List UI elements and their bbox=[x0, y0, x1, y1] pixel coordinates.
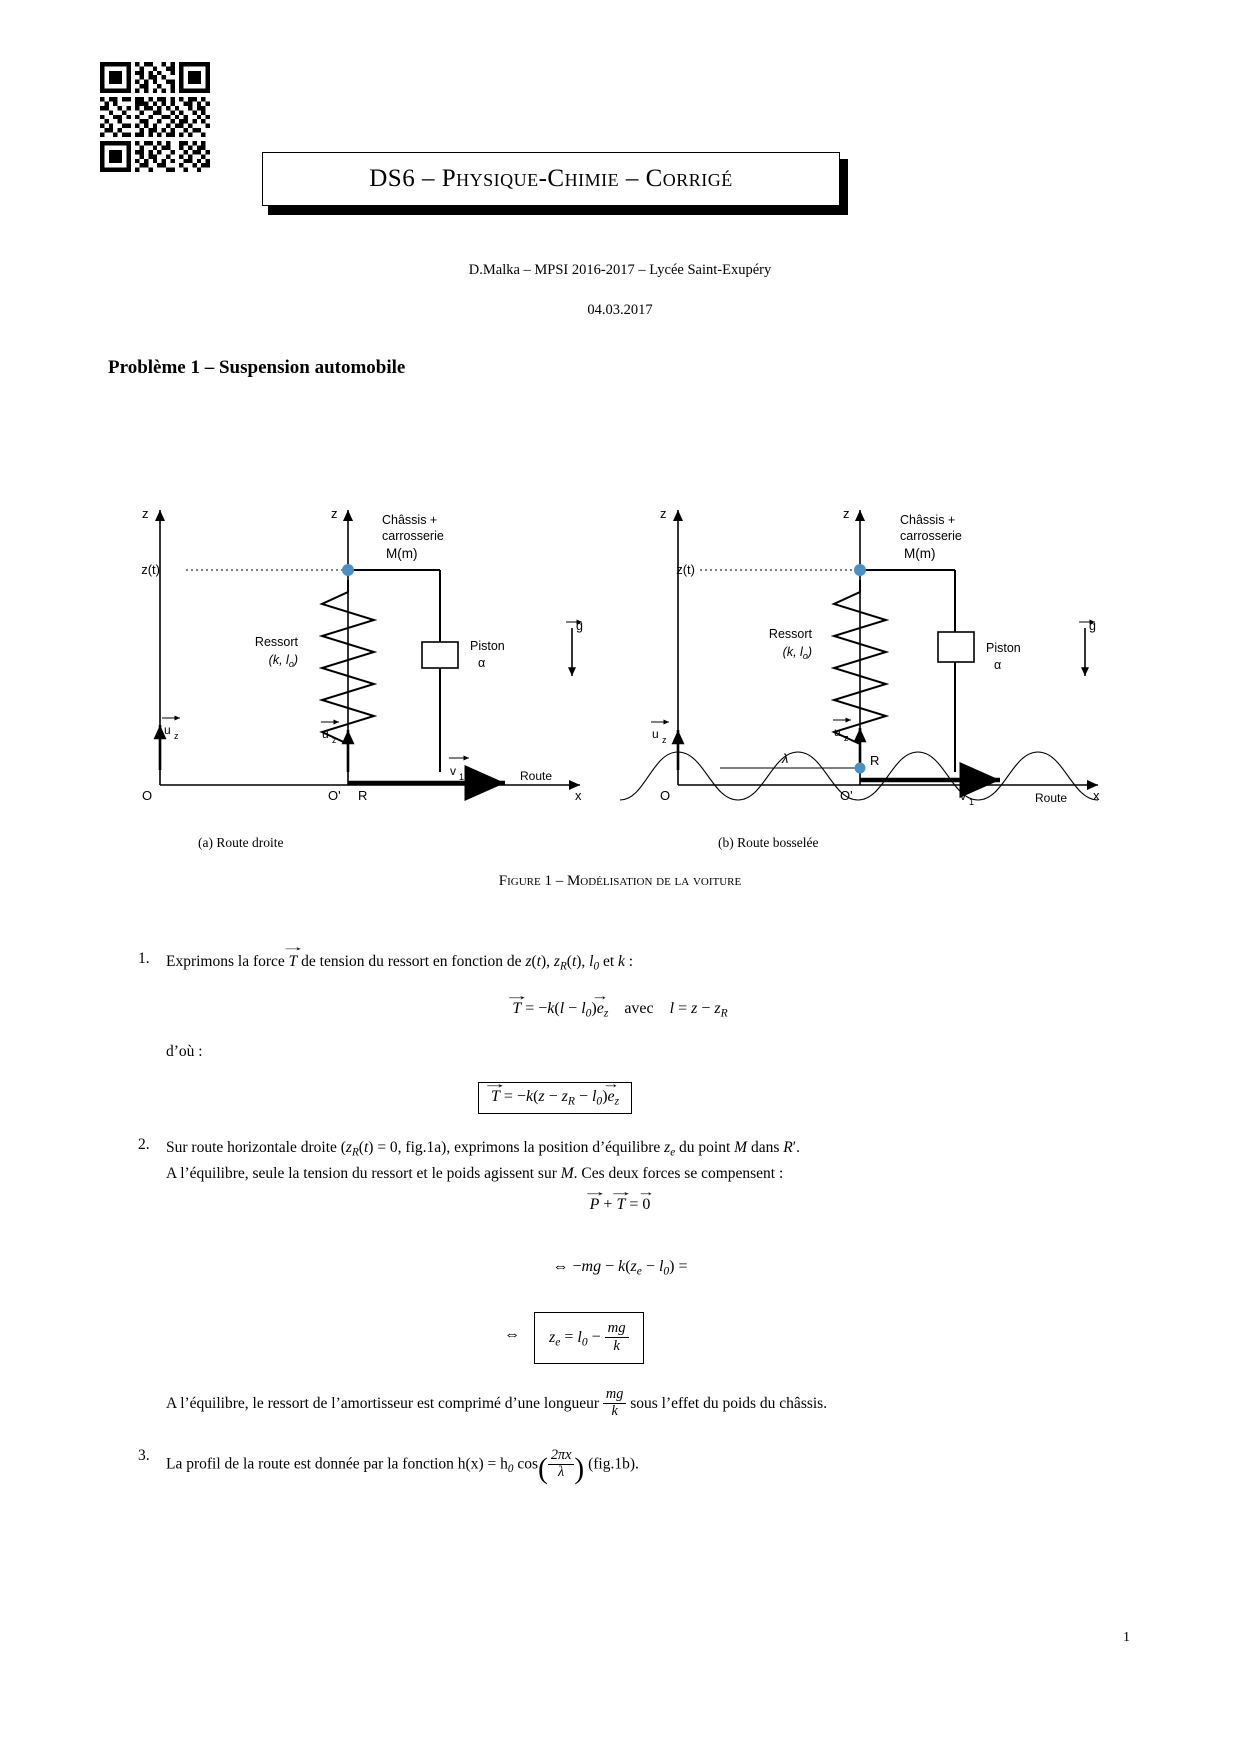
label-v1-sub-b: 1 bbox=[969, 797, 975, 807]
figure-title: Figure 1 – Modélisation de la voiture bbox=[498, 873, 742, 889]
label-R-a: R bbox=[358, 788, 368, 803]
label-piston-a: Piston bbox=[470, 639, 505, 653]
label-alpha-a: α bbox=[478, 656, 486, 670]
label-uz-sub-b2: z bbox=[844, 733, 849, 743]
label-uz-sub-b1: z bbox=[662, 735, 667, 745]
label-alpha-b: α bbox=[994, 658, 1002, 672]
piston-box-b bbox=[938, 632, 974, 662]
label-O-a: O bbox=[142, 788, 153, 803]
subfigure-a bbox=[141, 506, 583, 803]
label-g-a: g bbox=[576, 619, 583, 633]
title-box bbox=[262, 152, 840, 206]
item-3-frac-numerator: 2πx bbox=[548, 1448, 575, 1465]
label-R-b: R bbox=[870, 753, 880, 768]
label-v1-b: v bbox=[960, 789, 966, 803]
date-line: 04.03.2017 bbox=[587, 302, 653, 318]
label-uz-sub-a2: z bbox=[332, 735, 337, 745]
label-Oprime-b: O' bbox=[840, 788, 853, 803]
label-z-a: z bbox=[142, 506, 149, 521]
label-route-b: Route bbox=[1035, 791, 1068, 805]
label-ressort-a: Ressort bbox=[254, 635, 298, 649]
node-M-a bbox=[342, 564, 354, 576]
page-number: 1 bbox=[1123, 1630, 1130, 1645]
item-1-number: 1. bbox=[138, 950, 150, 967]
item-2-equation-1: → P + → T = → 0 bbox=[0, 1196, 1240, 1214]
label-piston-b: Piston bbox=[986, 641, 1021, 655]
label-Oprime-a: O' bbox=[328, 788, 341, 803]
closing-frac-denominator: k bbox=[611, 1403, 618, 1420]
label-g-b: g bbox=[1089, 619, 1096, 633]
label-uz-b2: u bbox=[834, 725, 841, 739]
item-2-text: Sur route horizontale droite ($z_R(t) = 0$, fig.1a), exprimons la position d’équilibre $z_e$ du point M dans R′. A l’équilibre, seule la tension du ressort et le poids agissent sur M. Ces deux forces se compensent : bbox=[166, 1139, 800, 1182]
item-2-closing-text-2: sous l’effet du poids du châssis. bbox=[630, 1395, 828, 1413]
item-2-equation-3-prefix: ⇔ bbox=[504, 1326, 520, 1343]
item-3-sub-1: 0 bbox=[507, 1463, 514, 1476]
label-uz-a1: u bbox=[164, 723, 171, 737]
label-uz-b1: u bbox=[652, 727, 659, 741]
item-1-dou: d’où : bbox=[166, 1043, 203, 1060]
label-zt-a: z(t) bbox=[141, 562, 160, 577]
section-heading: Problème 1 – Suspension automobile bbox=[108, 357, 406, 378]
label-O-b: O bbox=[660, 788, 671, 803]
subfigure-b bbox=[620, 506, 1100, 807]
label-lambda-b: λ bbox=[782, 751, 789, 766]
node-R-b bbox=[855, 763, 866, 774]
item-2-closing-text-1: A l’équilibre, le ressort de l’amortisseur est comprimé d’une longueur bbox=[166, 1395, 600, 1413]
label-mass-a: M(m) bbox=[386, 546, 418, 561]
closing-frac-numerator: mg bbox=[603, 1387, 626, 1404]
label-x-a: x bbox=[575, 788, 582, 803]
title-banner bbox=[262, 152, 840, 206]
label-chassis-b1: Châssis + bbox=[900, 513, 956, 527]
label-v1-a: v bbox=[450, 764, 456, 778]
label-uz-sub-a1: z bbox=[174, 731, 179, 741]
label-ressort-b: Ressort bbox=[768, 627, 812, 641]
label-chassis-a1: Châssis + bbox=[382, 513, 438, 527]
item-3-text: La profil de la route est donnée par la fonction $h(x) = h_0$ cos( $\frac{2\pi x}{\lambda}$ ) (fig.1b). bbox=[166, 1446, 639, 1485]
item-3-number: 3. bbox=[138, 1447, 150, 1464]
label-mass-b: M(m) bbox=[904, 546, 936, 561]
item-3-text-3: (fig.1b). bbox=[588, 1455, 639, 1473]
author-line: D.Malka – MPSI 2016-2017 – Lycée Saint-Exupéry bbox=[468, 262, 772, 278]
item-2-equation-2: ⇔ $-mg - k(z_e - l_0)$ = bbox=[552, 1258, 688, 1278]
item-1-equation: → $T = -k(l - l_0)\to e_z$ avec $l = z - z_R$ bbox=[0, 1000, 1240, 1020]
figure-caption-a: (a) Route droite bbox=[198, 835, 284, 850]
qr-code-image bbox=[100, 62, 210, 172]
item-2-number: 2. bbox=[138, 1136, 150, 1153]
label-uz-a2: u bbox=[322, 727, 329, 741]
label-ressort-params-a: (k, $l_o$) bbox=[268, 653, 298, 669]
node-M-b bbox=[854, 564, 866, 576]
label-z-b: z bbox=[660, 506, 667, 521]
label-chassis-a2: carrosserie bbox=[382, 529, 444, 543]
item-2-boxed-equation: $z_e = l_0$ − $\frac{mg}{k}$ bbox=[534, 1312, 644, 1364]
label-x-b: x bbox=[1093, 788, 1100, 803]
figure-caption-b: (b) Route bosselée bbox=[718, 835, 819, 850]
label-route-a: Route bbox=[520, 769, 553, 783]
item-3-frac-denominator: λ bbox=[558, 1463, 565, 1480]
item-3-text-1: La profil de la route est donnée par la fonction h(x) = h bbox=[166, 1455, 508, 1473]
item-3-text-2: cos bbox=[517, 1455, 538, 1473]
piston-box-a bbox=[422, 642, 458, 668]
label-zt-b: z(t) bbox=[676, 562, 695, 577]
label-v1-sub-a: 1 bbox=[459, 772, 465, 782]
item-1-boxed-equation: → $T = -k(z - z_R - l_0)\to e_z$ bbox=[478, 1082, 632, 1114]
item-2-closing bbox=[166, 1388, 1026, 1421]
label-z-a2: z bbox=[331, 506, 338, 521]
label-z-b2: z bbox=[843, 506, 850, 521]
page-title: DS6 – Physique-Chimie – Corrigé bbox=[369, 165, 733, 192]
label-chassis-b2: carrosserie bbox=[900, 529, 962, 543]
item-1-text: Exprimons la force → T de tension du ressort en fonction de z(t), $z_R(t)$, $l_0$ et k : bbox=[166, 950, 926, 976]
label-ressort-params-b: (k, $l_o$) bbox=[782, 645, 812, 661]
